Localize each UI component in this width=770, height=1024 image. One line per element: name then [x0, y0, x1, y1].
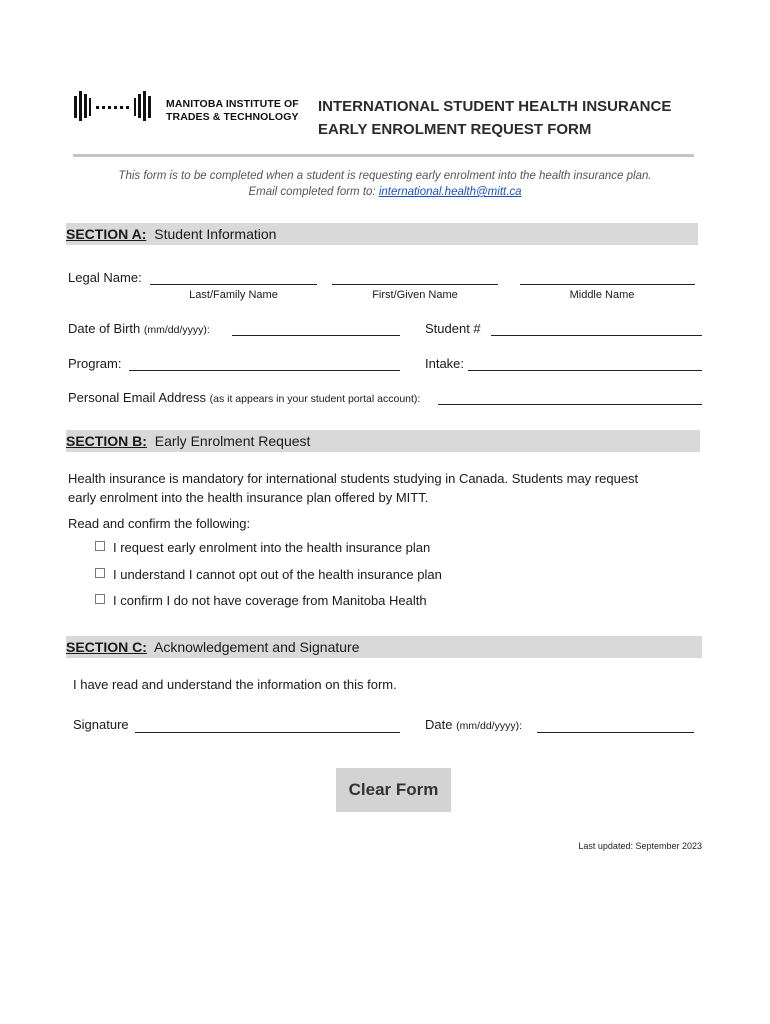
section-a-id: SECTION A: — [66, 226, 147, 242]
checkbox-label-no-coverage: I confirm I do not have coverage from Manitoba Health — [113, 593, 427, 608]
intake-label: Intake: — [425, 356, 465, 371]
section-a-header — [66, 223, 698, 245]
signature-date-label-text: Date — [425, 717, 453, 732]
checkbox-label-request: I request early enrolment into the health insurance plan — [113, 540, 431, 555]
last-name-field[interactable] — [150, 284, 317, 285]
legal-name-label: Legal Name: — [68, 270, 142, 285]
intro-instructions: This form is to be completed when a student is requesting early enrolment into the health insurance plan. — [118, 170, 652, 182]
student-number-field[interactable] — [491, 335, 702, 336]
section-c-id: SECTION C: — [66, 639, 147, 655]
personal-email-label-text: Personal Email Address — [68, 390, 207, 405]
section-c-header — [66, 636, 702, 658]
middle-name-field[interactable] — [520, 284, 695, 285]
checkbox-request-enrolment[interactable] — [95, 541, 105, 551]
form-title-line-1: INTERNATIONAL STUDENT HEALTH INSURANCE — [318, 98, 672, 115]
signature-field[interactable] — [135, 732, 400, 733]
confirm-row-no-coverage — [95, 593, 427, 608]
section-a-title: Student Information — [154, 226, 277, 242]
mitt-logo-icon — [72, 88, 156, 124]
signature-label: Signature — [73, 717, 129, 732]
student-number-label: Student # — [425, 321, 481, 336]
section-b-id: SECTION B: — [66, 433, 147, 449]
intake-field[interactable] — [468, 370, 702, 371]
insurance-notice-line-1: Health insurance is mandatory for international students studying in Canada. Students may request — [68, 471, 639, 486]
confirm-row-request — [95, 540, 430, 555]
logo-line-2: TRADES & TECHNOLOGY — [166, 111, 299, 123]
dob-format-hint: (mm/dd/yyyy): — [143, 324, 210, 336]
confirm-row-no-opt-out — [95, 567, 442, 582]
personal-email-label — [68, 390, 420, 405]
signature-date-label — [425, 717, 522, 732]
confirm-intro: Read and confirm the following: — [68, 516, 251, 531]
signature-date-hint: (mm/dd/yyyy): — [456, 720, 523, 732]
acknowledgement-statement: I have read and understand the information on this form. — [73, 677, 397, 692]
intro-email-prefix: Email completed form to: — [248, 186, 379, 198]
middle-name-caption: Middle Name — [569, 289, 635, 301]
institution-name — [166, 98, 299, 124]
insurance-notice-line-2: early enrolment into the health insurance plan offered by MITT. — [68, 490, 429, 505]
form-title — [318, 95, 671, 141]
program-label: Program: — [68, 356, 122, 371]
last-name-caption: Last/Family Name — [189, 289, 278, 301]
checkbox-no-coverage[interactable] — [95, 594, 105, 604]
program-field[interactable] — [129, 370, 400, 371]
section-b-header — [66, 430, 700, 452]
clear-form-button[interactable]: Clear Form — [336, 768, 451, 812]
checkbox-label-no-opt-out: I understand I cannot opt out of the health insurance plan — [113, 567, 442, 582]
personal-email-hint: (as it appears in your student portal account): — [209, 393, 421, 405]
title-divider — [73, 154, 694, 157]
dob-label-text: Date of Birth — [68, 321, 141, 336]
dob-field[interactable] — [232, 335, 400, 336]
insurance-notice — [68, 469, 638, 507]
contact-email-link[interactable]: international.health@mitt.ca — [378, 186, 522, 198]
section-b-title: Early Enrolment Request — [154, 433, 311, 449]
section-c-title: Acknowledgement and Signature — [154, 639, 360, 655]
checkbox-no-opt-out[interactable] — [95, 568, 105, 578]
intro-email-line — [60, 186, 710, 198]
personal-email-field[interactable] — [438, 404, 702, 405]
dob-label — [68, 321, 210, 336]
form-title-line-2: EARLY ENROLMENT REQUEST FORM — [318, 121, 592, 138]
signature-date-field[interactable] — [537, 732, 694, 733]
first-name-field[interactable] — [332, 284, 498, 285]
last-updated-note: Last updated: September 2023 — [578, 841, 702, 851]
first-name-caption: First/Given Name — [372, 289, 458, 301]
logo-line-1: MANITOBA INSTITUTE OF — [166, 98, 299, 110]
